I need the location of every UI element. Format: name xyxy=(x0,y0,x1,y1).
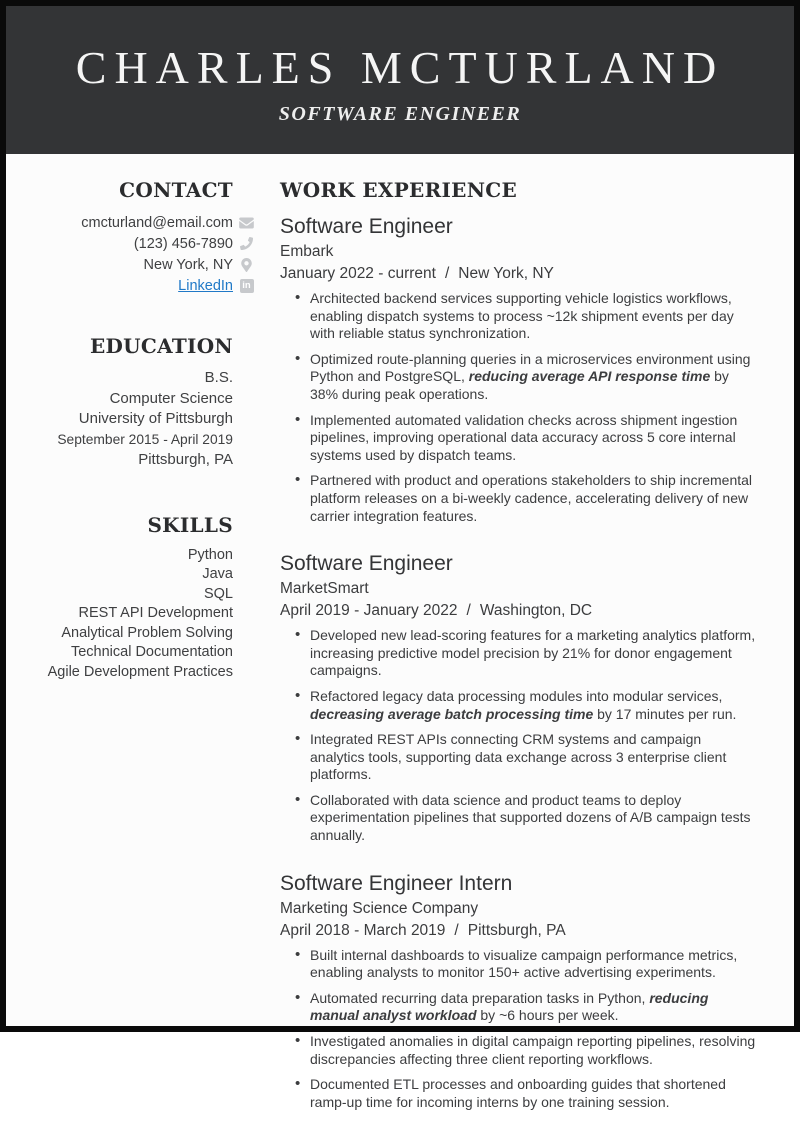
job-dates: April 2019 - January 2022 xyxy=(280,602,458,620)
skills-section xyxy=(6,513,233,683)
education-section xyxy=(6,334,233,471)
job-location: Washington, DC xyxy=(479,602,593,620)
date-location-separator: / xyxy=(466,602,471,620)
job-dateline xyxy=(280,265,762,283)
bullet-item: • Partnered with product and operations stakeholders to ship incremental platform releases on a bi-weekly cadence, accelerating delivery of new carrier integration features. xyxy=(280,472,758,525)
bullet-item: • Developed new lead-scoring features for a marketing analytics platform, increasing predictive model precision by 21% for donor engagement campaigns. xyxy=(280,627,758,680)
contact-section xyxy=(6,178,251,296)
work-experience-heading: WORK EXPERIENCE xyxy=(280,178,518,202)
job-location: Pittsburgh, PA xyxy=(467,921,566,939)
bullet-item: • Collaborated with data science and product teams to deploy experimentation pipelines that supported dozens of A/B campaign tests annually. xyxy=(280,792,758,845)
skill-item: Agile Development Practices xyxy=(47,663,233,680)
contact-item-linkedin xyxy=(6,275,254,296)
job-title: Software Engineer xyxy=(280,552,453,576)
job-dateline xyxy=(280,922,762,940)
resume-header xyxy=(6,6,794,154)
skill-item: Analytical Problem Solving xyxy=(61,624,233,641)
location-text: New York, NY xyxy=(143,256,233,273)
email-text: cmcturland@email.com xyxy=(81,214,233,231)
linkedin-icon: in xyxy=(239,278,254,293)
education-degree: B.S. xyxy=(204,369,233,386)
skills-list xyxy=(6,546,233,683)
bullet-item: • Built internal dashboards to visualize campaign performance metrics, enabling analysts to monitor 150+ active advertising experiments. xyxy=(280,947,758,982)
phone-icon xyxy=(239,236,254,251)
location-pin-icon xyxy=(239,257,254,272)
sidebar xyxy=(6,178,256,1138)
job-bullets xyxy=(280,947,762,1112)
contact-item-phone xyxy=(6,233,254,254)
skills-heading: SKILLS xyxy=(147,512,233,537)
skill-item: Python xyxy=(187,546,233,563)
job-dates: April 2018 - March 2019 xyxy=(280,921,446,939)
person-job-title: SOFTWARE ENGINEER xyxy=(278,102,522,125)
job-title: Software Engineer xyxy=(280,215,453,238)
education-heading: EDUCATION xyxy=(89,334,233,358)
contact-list xyxy=(6,212,251,296)
resume-body xyxy=(6,154,794,1138)
job-title: Software Engineer Intern xyxy=(280,871,513,895)
job-location: New York, NY xyxy=(458,265,554,282)
job-dates: January 2022 - current xyxy=(280,265,436,282)
skill-item: Java xyxy=(202,566,233,582)
date-location-separator: / xyxy=(454,921,459,939)
contact-item-location xyxy=(6,254,254,275)
education-school: University of Pittsburgh xyxy=(78,410,233,427)
education-location: Pittsburgh, PA xyxy=(138,451,233,468)
job-entry xyxy=(280,552,762,845)
education-field: Computer Science xyxy=(109,389,233,407)
person-name: CHARLES MCTURLAND xyxy=(75,41,725,93)
bullet-item: • Implemented automated validation checks across shipment ingestion pipelines, improving operational data accuracy across 5 core internal systems used by dispatch teams. xyxy=(280,412,758,465)
job-company: MarketSmart xyxy=(280,580,369,598)
job-company: Embark xyxy=(280,243,334,260)
bullet-item: • Investigated anomalies in digital campaign reporting pipelines, resolving discrepancies affecting three client reporting workflows. xyxy=(280,1033,758,1068)
contact-heading: CONTACT xyxy=(119,178,233,202)
skill-item: Technical Documentation xyxy=(70,644,233,660)
skill-item: SQL xyxy=(203,585,233,602)
job-bullets xyxy=(280,290,762,525)
job-entry xyxy=(280,215,762,525)
education-dates: September 2015 - April 2019 xyxy=(57,431,233,447)
job-bullets xyxy=(280,627,762,845)
bullet-item: • Documented ETL processes and onboarding guides that shortened ramp-up time for incoming interns by one training session. xyxy=(280,1076,758,1111)
contact-item-email xyxy=(6,212,254,233)
bullet-item: • Refactored legacy data processing modules into modular services, decreasing average batch processing time by 17 minutes per run. xyxy=(280,688,758,723)
date-location-separator: / xyxy=(444,265,450,282)
phone-text: (123) 456-7890 xyxy=(133,235,233,252)
work-experience-column xyxy=(256,178,794,1138)
bullet-item: • Automated recurring data preparation tasks in Python, reducing manual analyst workload by ~6 hours per week. xyxy=(280,990,758,1025)
job-entry xyxy=(280,872,762,1112)
education-entry xyxy=(6,368,233,471)
linkedin-link[interactable]: LinkedIn xyxy=(178,277,233,294)
job-company: Marketing Science Company xyxy=(280,899,479,917)
bullet-item: • Optimized route-planning queries in a microservices environment using Python and PostgreSQL, reducing average API response time by 38% during peak operations. xyxy=(280,351,758,404)
bullet-item: • Architected backend services supporting vehicle logistics workflows, enabling dispatch systems to process ~12k shipment events per day with reliable status synchronization. xyxy=(280,290,758,343)
bullet-item: • Integrated REST APIs connecting CRM systems and campaign analytics tools, supporting data exchange across 3 enterprise client platforms. xyxy=(280,731,758,784)
job-dateline xyxy=(280,602,762,620)
skill-item: REST API Development xyxy=(78,605,233,621)
envelope-icon xyxy=(239,215,254,230)
